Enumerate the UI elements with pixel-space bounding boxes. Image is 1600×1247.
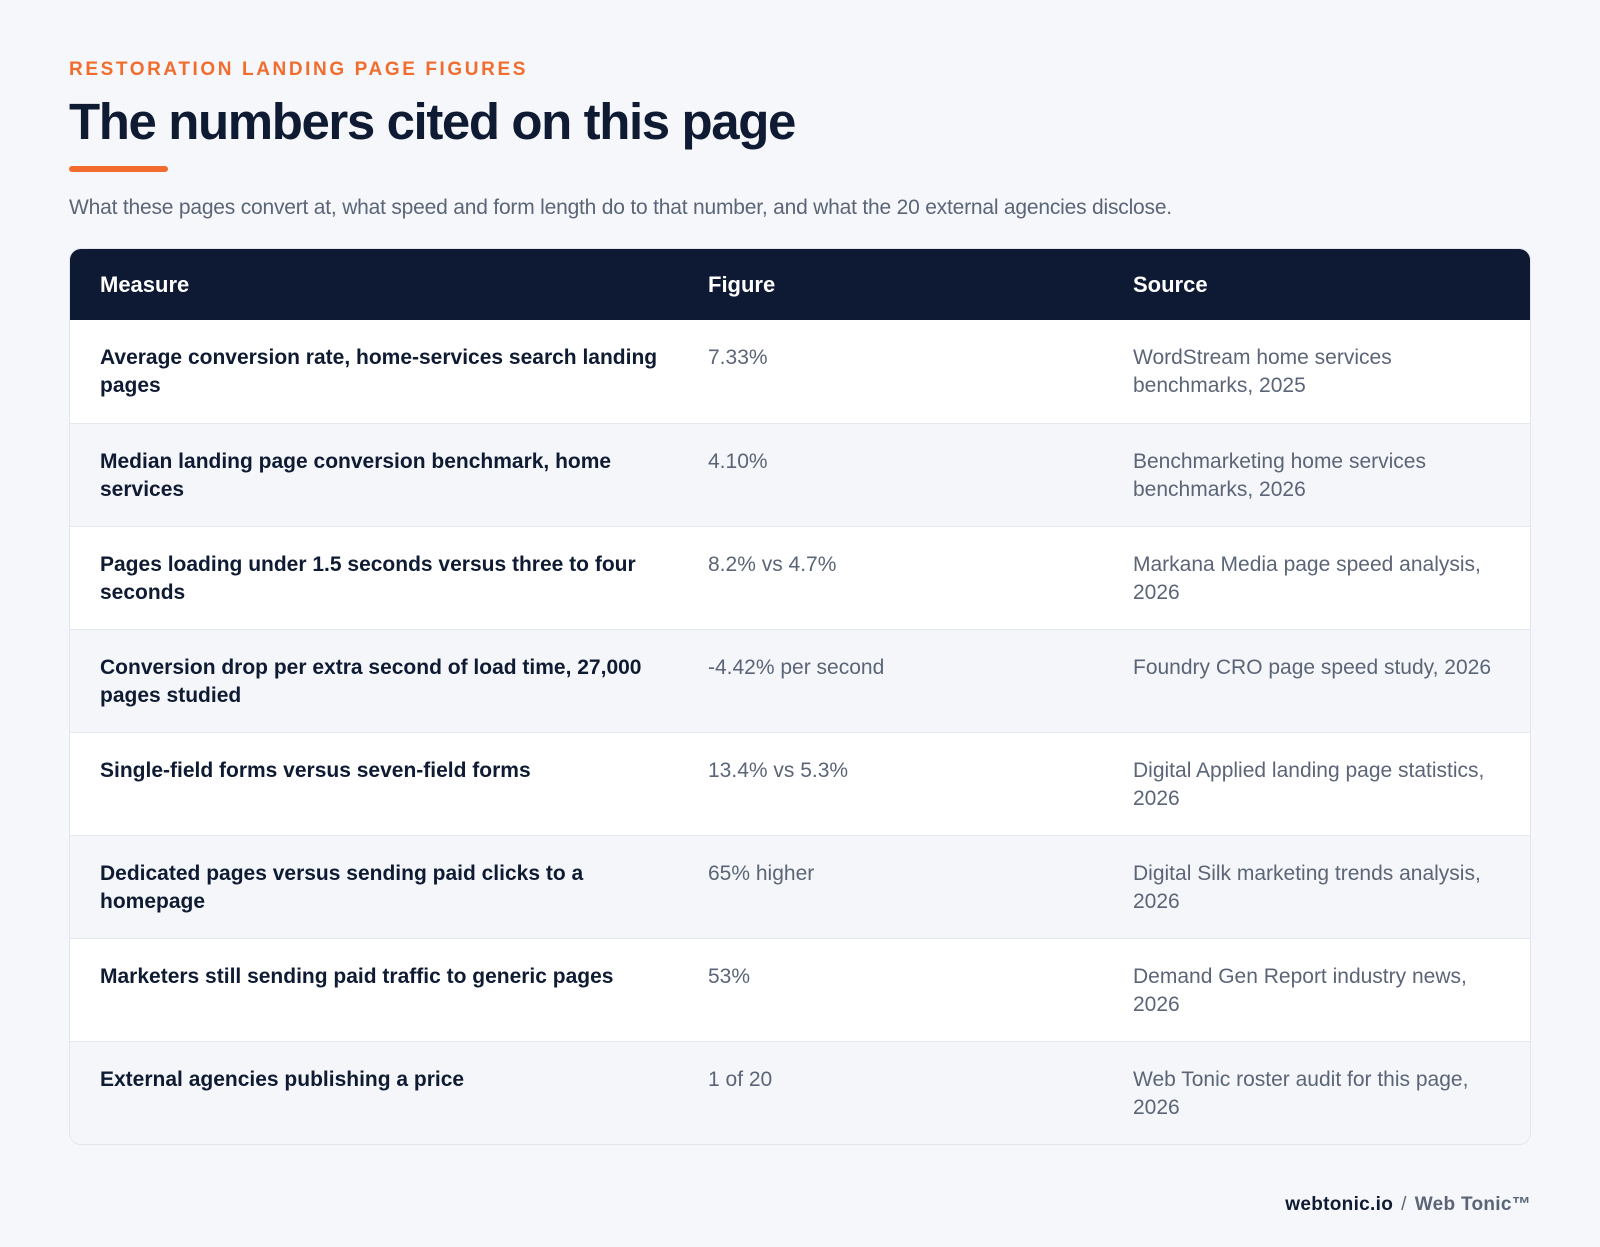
- table-header: [70, 249, 1530, 320]
- source-cell: Demand Gen Report industry news, 2026: [1103, 938, 1530, 1041]
- accent-underline: [69, 166, 168, 172]
- measure-cell: Average conversion rate, home-services search landing pages: [100, 346, 658, 397]
- measure-cell: Single-field forms versus seven-field forms: [70, 732, 678, 835]
- eyebrow-label: RESTORATION LANDING PAGE FIGURES: [69, 59, 528, 80]
- column-header-measure: Measure: [70, 249, 678, 320]
- table-row: [70, 1041, 1530, 1144]
- footer-credit: [1285, 1194, 1531, 1216]
- figure-cell: 4.10%: [678, 423, 1103, 526]
- figure-cell: 65% higher: [678, 835, 1103, 938]
- source-cell: Web Tonic roster audit for this page, 2026: [1103, 1041, 1530, 1144]
- table-header-row: [70, 249, 1530, 320]
- page-subtitle: What these pages convert at, what speed and form length do to that number, and what the 20 external agencies disclose.: [69, 196, 1172, 219]
- table-row: [70, 526, 1530, 629]
- table-row: [70, 732, 1530, 835]
- figure-cell: 8.2% vs 4.7%: [678, 526, 1103, 629]
- column-header-source: Source: [1103, 249, 1530, 320]
- source-cell: Benchmarketing home services benchmarks, 2026: [1103, 423, 1530, 526]
- table-row: [70, 320, 1530, 423]
- source-cell: Digital Silk marketing trends analysis, 2026: [1103, 835, 1530, 938]
- table-row: [70, 629, 1530, 732]
- measure-cell: Marketers still sending paid traffic to generic pages: [70, 938, 678, 1041]
- source-cell: WordStream home services benchmarks, 2025: [1133, 346, 1392, 397]
- measure-cell: Conversion drop per extra second of load time, 27,000 pages studied: [70, 629, 678, 732]
- figures-table: [70, 249, 1530, 1144]
- figure-cell: 1 of 20: [678, 1041, 1103, 1144]
- table-row: [70, 423, 1530, 526]
- figure-cell: 7.33%: [708, 346, 768, 369]
- measure-cell: External agencies publishing a price: [70, 1041, 678, 1144]
- figure-cell: 13.4% vs 5.3%: [678, 732, 1103, 835]
- figure-cell: -4.42% per second: [678, 629, 1103, 732]
- page-title: The numbers cited on this page: [69, 93, 795, 150]
- footer-domain: webtonic.io: [1285, 1194, 1394, 1215]
- source-cell: Markana Media page speed analysis, 2026: [1103, 526, 1530, 629]
- source-cell: Foundry CRO page speed study, 2026: [1103, 629, 1530, 732]
- measure-cell: Dedicated pages versus sending paid clicks to a homepage: [70, 835, 678, 938]
- figure-cell: 53%: [678, 938, 1103, 1041]
- figures-table-card: [69, 248, 1531, 1145]
- measure-cell: Pages loading under 1.5 seconds versus three to four seconds: [70, 526, 678, 629]
- table-row: [70, 938, 1530, 1041]
- column-header-figure: Figure: [678, 249, 1103, 320]
- footer-brand: Web Tonic™: [1414, 1194, 1531, 1215]
- table-body: [70, 320, 1530, 1144]
- measure-cell: Median landing page conversion benchmark, home services: [70, 423, 678, 526]
- footer-separator: /: [1401, 1194, 1407, 1215]
- source-cell: Digital Applied landing page statistics, 2026: [1103, 732, 1530, 835]
- table-row: [70, 835, 1530, 938]
